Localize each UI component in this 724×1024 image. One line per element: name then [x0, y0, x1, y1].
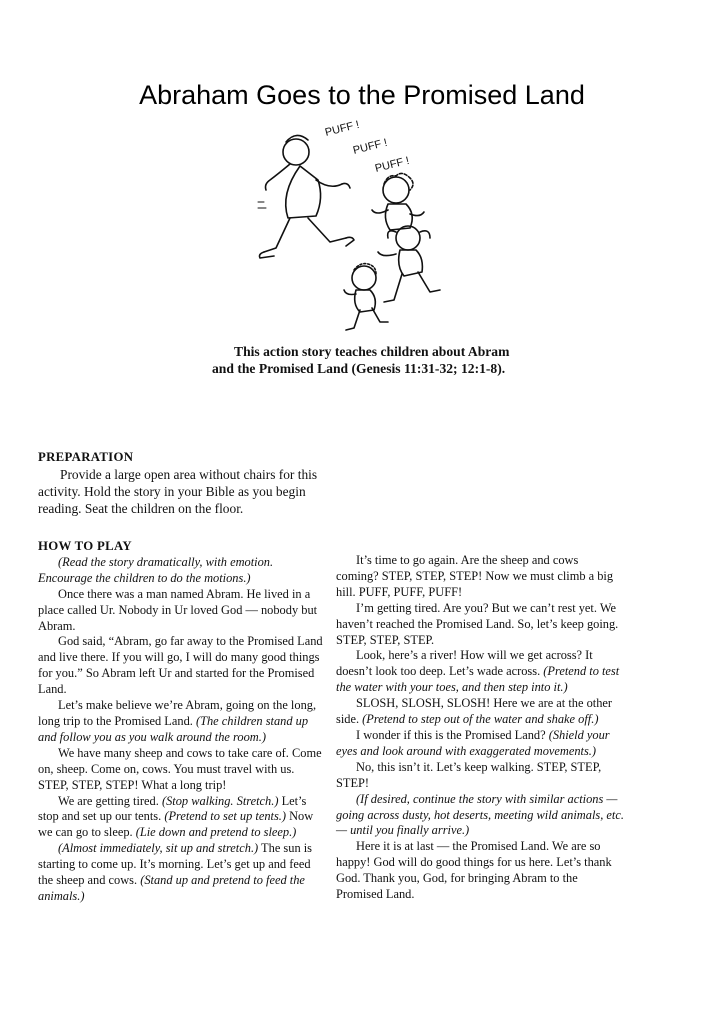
story-column-2 — [336, 553, 624, 903]
story-paragraph: I wonder if this is the Promised Land? (Shield your eyes and look around with exaggerated movements.) — [336, 727, 610, 758]
intro-text: This action story teaches children about Abram and the Promised Land (Genesis 11:31-32; 12:1-8). — [212, 344, 510, 376]
story-paragraph: God said, “Abram, go far away to the Promised Land and live there. If you will go, I will do many good things for you.” So Abram left Ur and started for the Promised Land. — [38, 634, 323, 697]
story-paragraph: (Read the story dramatically, with emotion. Encourage the children to do the motions.) — [38, 554, 274, 585]
story-paragraph: (Almost immediately, sit up and stretch.) The sun is starting to come up. It’s morning. Let’s get up and feed the sheep and cows. (Stand up and pretend to feed the animals.) — [38, 841, 312, 903]
child-2-head — [396, 226, 420, 250]
story-paragraph: Let’s make believe we’re Abram, going on the long, long trip to the Promised Land. (The children stand up and follow you as you walk around the room.) — [38, 698, 317, 744]
page-title: Abraham Goes to the Promised Land — [139, 80, 585, 111]
story-paragraph: SLOSH, SLOSH, SLOSH! Here we are at the other side. (Pretend to step out of the water and shake off.) — [336, 696, 613, 727]
running-family-illustration — [256, 114, 466, 336]
puff-text-2: PUFF ! — [351, 136, 389, 157]
story-paragraph: Look, here’s a river! How will we get across? It doesn’t look too deep. Let’s wade across. (Pretend to test the water with your toes, and then step into it.) — [336, 648, 620, 695]
story-paragraph: It’s time to go again. Are the sheep and cows coming? STEP, STEP, STEP! Now we must climb a big hill. PUFF, PUFF, PUFF! — [336, 553, 614, 599]
abram-head — [283, 139, 309, 165]
puff-text-1: PUFF ! — [323, 118, 361, 139]
puff-text-3: PUFF ! — [373, 154, 411, 175]
story-paragraph: (If desired, continue the story with similar actions — going across dusty, hot deserts, meeting wild animals, etc. — until you finally arrive.) — [336, 791, 624, 838]
story-paragraph: I’m getting tired. Are you? But we can’t rest yet. We haven’t reached the Promised Land. So, let’s keep going. STEP, STEP, STEP. — [336, 600, 619, 647]
preparation-heading: PREPARATION — [38, 450, 134, 464]
how-to-play-section — [38, 539, 324, 905]
child-1-head — [383, 177, 409, 203]
story-paragraph: Once there was a man named Abram. He lived in a place called Ur. Nobody in Ur loved God — nobody but Abram. — [38, 586, 318, 633]
preparation-text: Provide a large open area without chairs for this activity. Hold the story in your Bible as you begin reading. Seat the children on the floor. — [38, 466, 318, 517]
story-paragraph: We are getting tired. (Stop walking. Stretch.) Let’s stop and set up our tents. (Pretend to set up tents.) Now we can go to sleep. (Lie down and pretend to sleep.) — [38, 793, 314, 840]
child-3-head — [352, 266, 376, 290]
story-paragraph: We have many sheep and cows to take care of. Come on, sheep. Come on, cows. You must travel with us. STEP, STEP, STEP! What a long trip! — [38, 745, 322, 792]
how-to-play-heading: HOW TO PLAY — [38, 539, 132, 553]
story-paragraph: Here it is at last — the Promised Land. We are so happy! God will do good things for us here. Let’s thank God. Thank you, God, for bringing Abram to the Promised Land. — [336, 839, 612, 902]
story-paragraph: No, this isn’t it. Let’s keep walking. STEP, STEP, STEP! — [336, 759, 602, 790]
intro-summary — [212, 343, 528, 377]
preparation-section — [38, 450, 336, 518]
